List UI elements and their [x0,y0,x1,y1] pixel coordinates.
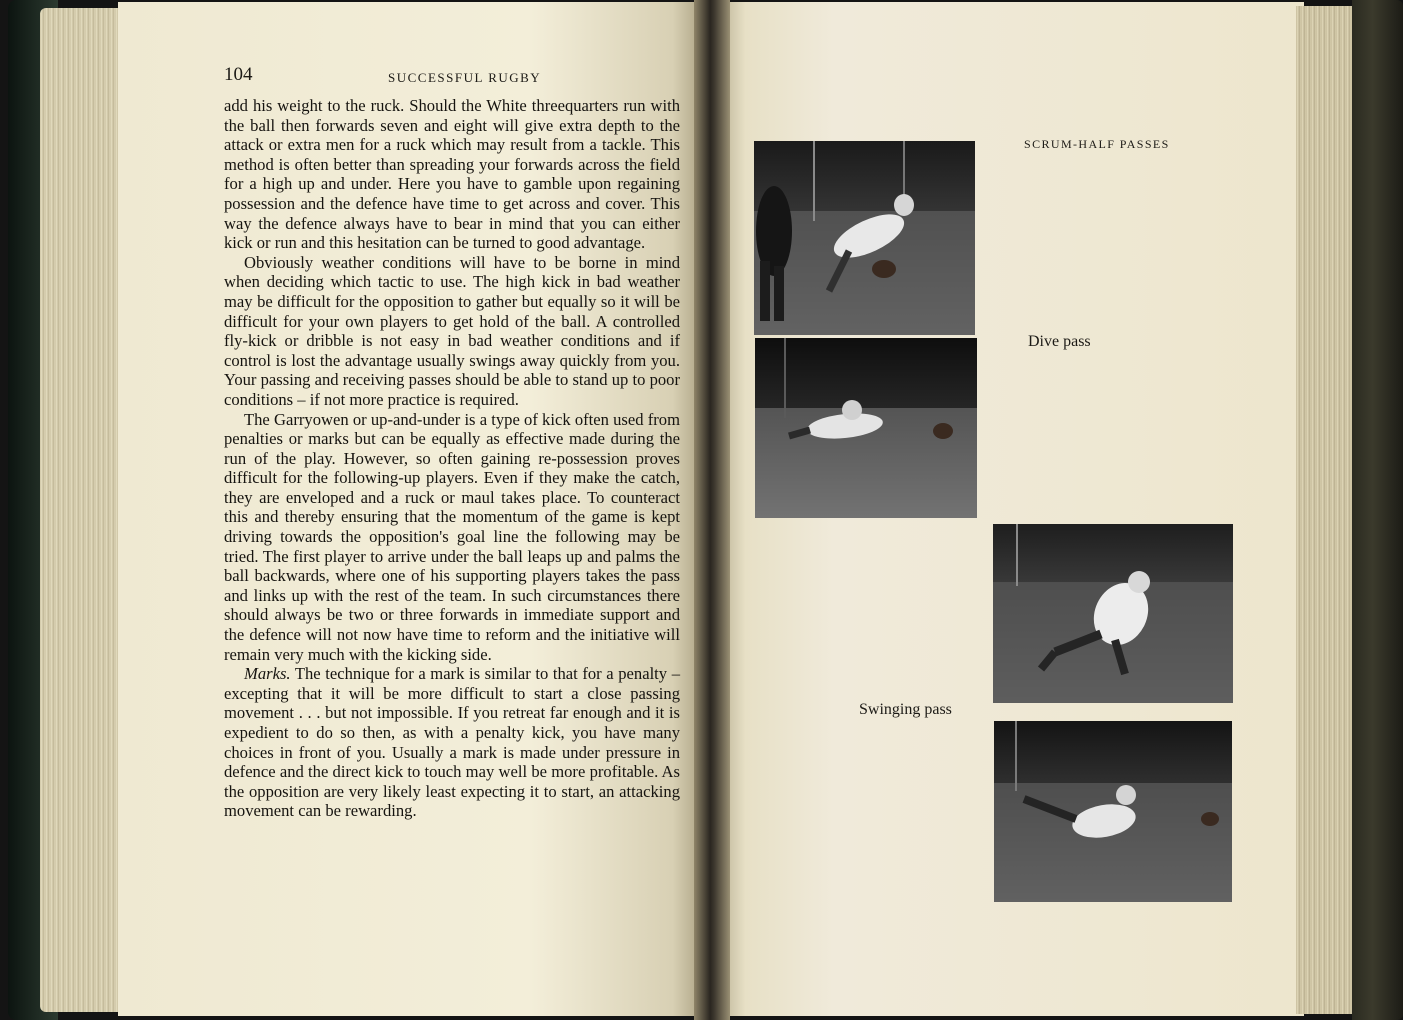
body-text [224,96,680,821]
photo-dive-pass-2 [755,338,977,518]
caption-dive-pass: Dive pass [1028,333,1091,350]
marks-text: The technique for a mark is similar to that for a penalty – excepting that it will be more difficult to start a close passing movement . . . but not impossible. If you retreat far enough and it is expedient to do so then, as with a penalty kick, you have many choices in front of you. Usually a mark is made under pressure in defence and the direct kick to touch may well be more profitable. As the opposition are very likely least expecting it to start, an attacking movement can be rewarding. [224,664,680,821]
page-edges-left [40,8,126,1012]
running-head: SUCCESSFUL RUGBY [388,70,542,85]
book-cover-right [1352,0,1403,1020]
photo-dive-pass-1 [754,141,975,335]
paragraph: add his weight to the ruck. Should the White threequarters run with the ball then forwards seven and eight will give extra depth to the attack or extra men for a ruck which may result from a tackle. This method is often better than spreading your forwards across the field for a high up and under. Here you have to gamble upon regaining possession and the defence have time to get across and cover. This way the defence always have to bear in mind that you can either kick or run and this hesitation can be turned to good advantage. [224,96,680,253]
plate-heading: SCRUM-HALF PASSES [1024,137,1170,151]
photo-swinging-pass-1 [993,524,1233,703]
caption-swinging-pass: Swinging pass [859,701,952,718]
page-number: 104 [224,64,253,85]
paragraph-marks [224,664,680,821]
paragraph: The Garryowen or up-and-under is a type of kick often used from penalties or marks but can be equally as effective made during the run of the play. However, so often gaining re-possession proves difficult for the following-up players. Even if they make the catch, they are enveloped and a ruck or maul takes place. To counteract this and thereby ensuring that the momentum of the game is kept driving towards the opposition's goal line the following may be tried. The first player to arrive under the ball leaps up and palms the ball backwards, where one of his supporting players takes the pass and links up with the rest of the team. In such circumstances there should always be two or three forwards in immediate support and the defence will not now have time to reform and the initiative will remain very much with the kicking side. [224,409,680,664]
marks-heading: Marks. [244,664,291,684]
paragraph: Obviously weather conditions will have to be borne in mind when deciding which tactic to use. The high kick in bad weather may be difficult for the opposition to gather but equally so it will be difficult for your own players to get hold of the ball. A controlled fly-kick or dribble is not easy in bad weather conditions and if control is lost the advantage usually swings away quickly from you. Your passing and receiving passes should be able to stand up to poor conditions – if not more practice is required. [224,252,680,409]
book-gutter [694,0,730,1020]
photo-swinging-pass-2 [994,721,1232,902]
